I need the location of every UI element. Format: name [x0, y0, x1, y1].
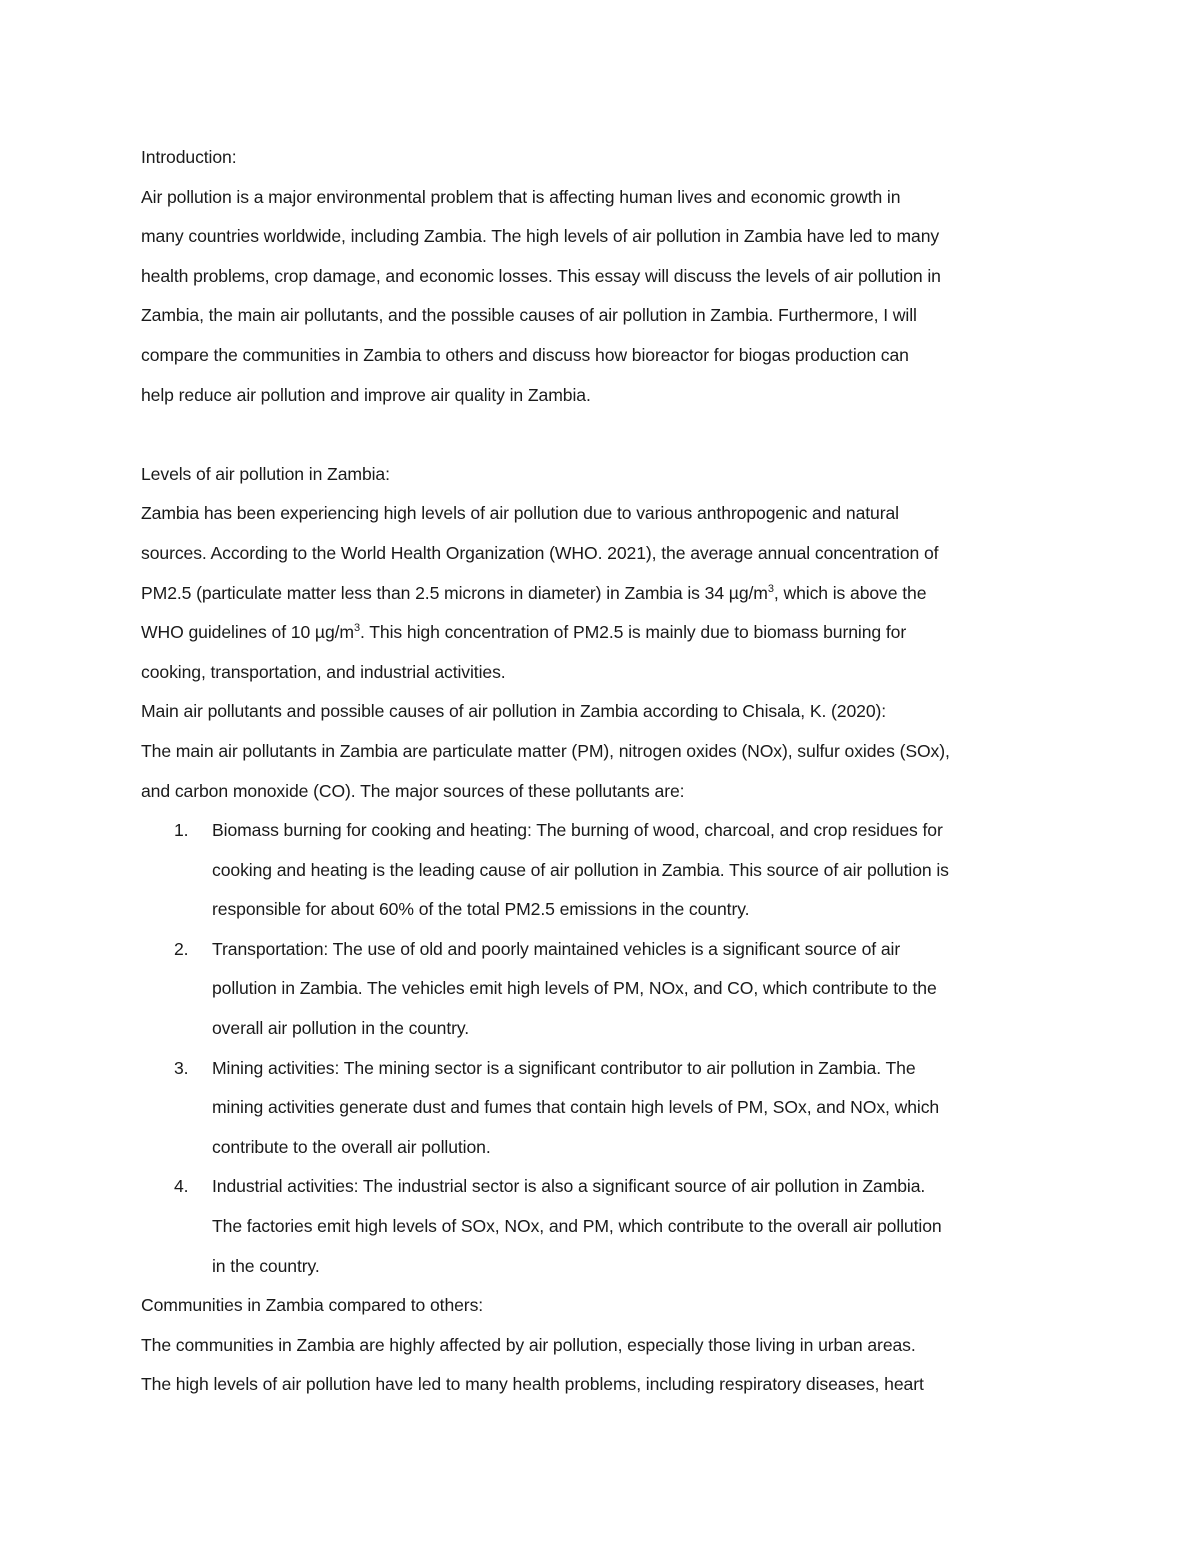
- section-heading-pollutants: Main air pollutants and possible causes of air pollution in Zambia according to Chisala, K. (2020):: [141, 701, 887, 722]
- section-heading-communities: Communities in Zambia compared to others:: [141, 1295, 484, 1316]
- communities-paragraph-line: The communities in Zambia are highly affected by air pollution, especially those living in urban areas.: [141, 1334, 916, 1355]
- intro-paragraph-line: Zambia, the main air pollutants, and the possible causes of air pollution in Zambia. Furthermore, I will: [141, 305, 917, 326]
- list-item-number: 2.: [174, 938, 189, 959]
- list-item-line: Mining activities: The mining sector is a significant contributor to air pollution in Zambia. The: [212, 1057, 916, 1078]
- paragraph-spacer: [141, 415, 1091, 455]
- list-item-line: Transportation: The use of old and poorly maintained vehicles is a significant source of air: [212, 938, 901, 959]
- list-item-line: Biomass burning for cooking and heating: The burning of wood, charcoal, and crop residues for: [212, 820, 943, 841]
- list-item-line: Industrial activities: The industrial sector is also a significant source of air pollution in Zambia.: [212, 1176, 926, 1197]
- list-item-number: 3.: [174, 1057, 189, 1078]
- list-item: [141, 811, 1091, 930]
- list-item-line: The factories emit high levels of SOx, NOx, and PM, which contribute to the overall air pollution: [212, 1216, 942, 1237]
- levels-paragraph-line: [141, 574, 1091, 614]
- levels-text: . This high concentration of PM2.5 is mainly due to biomass burning for: [360, 622, 907, 643]
- list-item: [141, 1049, 1091, 1168]
- levels-text: , which is above the: [773, 582, 927, 603]
- intro-paragraph-line: many countries worldwide, including Zambia. The high levels of air pollution in Zambia have led to many: [141, 226, 940, 247]
- levels-text: PM2.5 (particulate matter less than 2.5 microns in diameter) in Zambia is 34 µg/m: [141, 582, 768, 603]
- pollutants-paragraph-line: The main air pollutants in Zambia are particulate matter (PM), nitrogen oxides (NOx), sulfur oxides (SOx),: [141, 740, 950, 761]
- pollutants-paragraph-line: and carbon monoxide (CO). The major sources of these pollutants are:: [141, 780, 685, 801]
- superscript: 3: [767, 582, 774, 595]
- levels-paragraph-line: cooking, transportation, and industrial activities.: [141, 661, 506, 682]
- list-item-line: responsible for about 60% of the total PM2.5 emissions in the country.: [212, 899, 750, 920]
- levels-paragraph-line: sources. According to the World Health Organization (WHO. 2021), the average annual concentration of: [141, 542, 939, 563]
- causes-list: [141, 811, 1091, 1286]
- intro-paragraph-line: health problems, crop damage, and economic losses. This essay will discuss the levels of air pollution in: [141, 265, 941, 286]
- intro-paragraph-line: Air pollution is a major environmental problem that is affecting human lives and economic growth in: [141, 186, 901, 207]
- section-heading-introduction: Introduction:: [141, 147, 237, 167]
- intro-paragraph-line: compare the communities in Zambia to others and discuss how bioreactor for biogas production can: [141, 344, 909, 365]
- superscript: 3: [354, 622, 361, 635]
- section-heading-levels: Levels of air pollution in Zambia:: [141, 463, 390, 484]
- list-item-line: cooking and heating is the leading cause of air pollution in Zambia. This source of air pollution is: [212, 859, 949, 880]
- list-item-line: mining activities generate dust and fumes that contain high levels of PM, SOx, and NOx, which: [212, 1097, 940, 1118]
- levels-paragraph-line: Zambia has been experiencing high levels of air pollution due to various anthropogenic and natural: [141, 503, 899, 524]
- list-item-line: in the country.: [212, 1255, 320, 1276]
- list-item-number: 4.: [174, 1176, 189, 1197]
- levels-text: WHO guidelines of 10 µg/m: [141, 622, 354, 643]
- list-item: [141, 930, 1091, 1049]
- list-item-number: 1.: [174, 820, 189, 841]
- levels-paragraph-line: [141, 613, 1091, 653]
- communities-paragraph-line: The high levels of air pollution have led to many health problems, including respiratory diseases, heart: [141, 1374, 924, 1395]
- list-item-line: pollution in Zambia. The vehicles emit high levels of PM, NOx, and CO, which contribute to the: [212, 978, 937, 999]
- list-item-line: overall air pollution in the country.: [212, 1018, 470, 1039]
- list-item: [141, 1167, 1091, 1286]
- list-item-line: contribute to the overall air pollution.: [212, 1136, 491, 1157]
- intro-paragraph-line: help reduce air pollution and improve air quality in Zambia.: [141, 384, 591, 405]
- document-page: [141, 138, 1091, 1405]
